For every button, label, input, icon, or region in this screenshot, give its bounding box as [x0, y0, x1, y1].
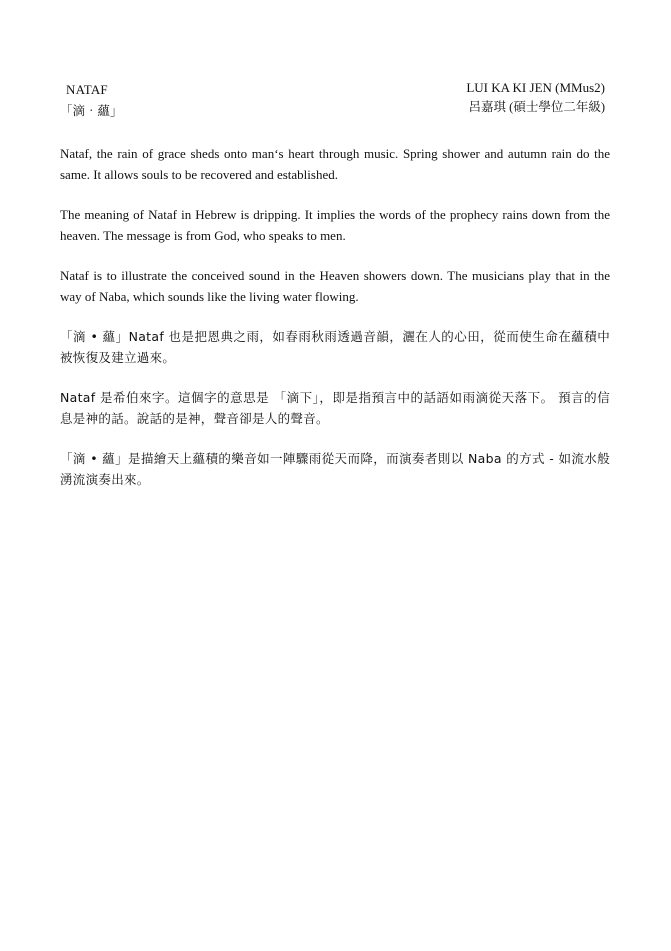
paragraph-chinese-1: 「滴 • 蘊」Nataf 也是把恩典之雨，如春雨秋雨透過音韻，灑在人的心田，從而使生命在蘊積中被恢復及建立過來。 — [60, 329, 610, 365]
program-notes — [60, 143, 610, 509]
author-name-english: LUI KA KI JEN (MMus2) — [466, 80, 605, 95]
paragraph-english-1: Nataf, the rain of grace sheds onto man‘s heart through music. Spring shower and autumn rain do the same. It allows souls to be recovered and established. — [60, 146, 610, 182]
author-block — [365, 80, 605, 116]
paragraph-chinese-2: Nataf 是希伯來字。這個字的意思是 「滴下」，即是指預言中的話語如雨滴從天落下。 預言的信息是神的話。說話的是神，聲音卻是人的聲音。 — [60, 390, 610, 426]
author-name-chinese: 呂嘉琪 (碩士學位二年級) — [468, 100, 605, 114]
piece-title-english: NATAF — [66, 82, 108, 97]
paragraph-english-2: The meaning of Nataf in Hebrew is dripping. It implies the words of the prophecy rains down from the heaven. The message is from God, who speaks to men. — [60, 207, 610, 243]
paragraph-english-3: Nataf is to illustrate the conceived sound in the Heaven showers down. The musicians play that in the way of Naba, which sounds like the living water flowing. — [60, 268, 610, 304]
piece-title-chinese: 「滴‧蘊」 — [60, 104, 123, 118]
title-block — [60, 82, 260, 120]
paragraph-chinese-3: 「滴 • 蘊」是描繪天上蘊積的樂音如一陣驟雨從天而降，而演奏者則以 Naba 的方式 - 如流水般湧流演奏出來。 — [60, 451, 610, 487]
